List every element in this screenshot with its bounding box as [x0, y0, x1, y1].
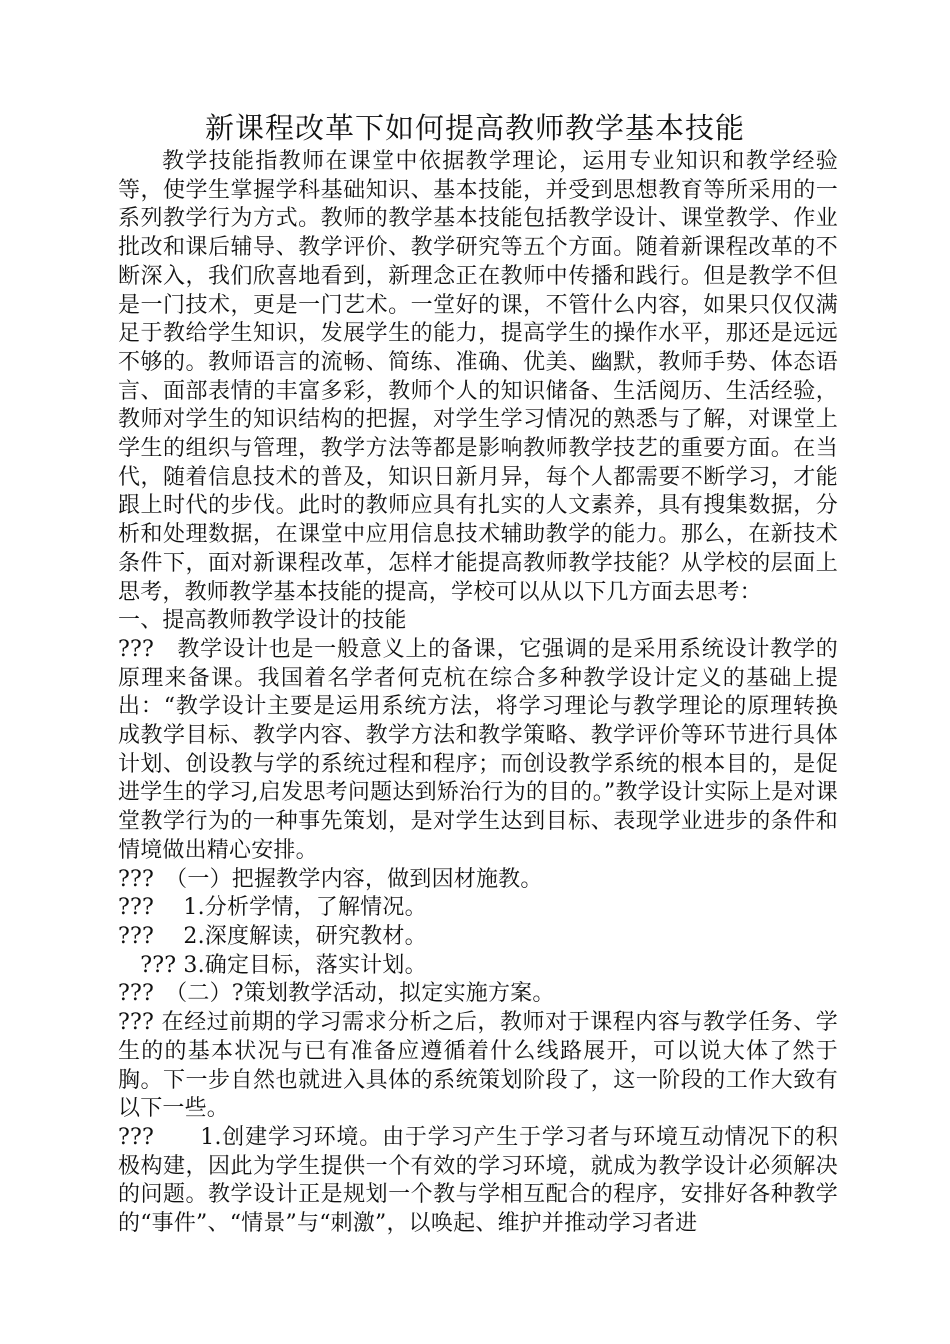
intro-paragraph: 教学技能指教师在课堂中依据教学理论，运用专业知识和教学经验等，使学生掌握学科基础知识、基本技能，并受到思想教育等所采用的一系列教学行为方式。教师的教学基本技能包括教学设计、课堂教学、作业批改和课后辅导、教学评价、教学研究等五个方面。随着新课程改革的不断深入，我们欣喜地看到，新理念正在教师中传播和践行。但是教学不但是一门技术，更是一门艺术。一堂好的课，不管什么内容，如果只仅仅满足于教给学生知识，发展学生的能力，提高学生的操作水平，那还是远远不够的。教师语言的流畅、简练、准确、优美、幽默，教师手势、体态语言、面部表情的丰富多彩，教师个人的知识储备、生活阅历、生活经验，教师对学生的知识结构的把握，对学生学习情况的熟悉与了解，对课堂上学生的组织与管理，教学方法等都是影响教师教学技艺的重要方面。在当代，随着信息技术的普及，知识日新月异，每个人都需要不断学习，才能跟上时代的步伐。此时的教师应具有扎实的人文素养，具有搜集数据，分析和处理数据，在课堂中应用信息技术辅助教学的能力。那么，在新技术条件下，面对新课程改革，怎样才能提高教师教学技能？从学校的层面上思考，教师教学基本技能的提高，学校可以从以下几方面去思考：	[118, 149, 838, 605]
document-title: 新课程改革下如何提高教师教学基本技能	[204, 111, 745, 145]
subsection-heading: ??? （一）把握教学内容，做到因材施教。	[118, 866, 543, 892]
body-paragraph: ??? 在经过前期的学习需求分析之后，教师对于课程内容与教学任务、学生的的基本状况与已有准备应遵循着什么线路展开，可以说大体了然于胸。下一步自然也就进入具体的系统策划阶段了，这一阶段的工作大致有以下一些。	[118, 1010, 838, 1122]
document-body	[118, 148, 838, 1239]
body-paragraph: ??? 教学设计也是一般意义上的备课，它强调的是采用系统设计教学的原理来备课。我国着名学者何克杭在综合多种教学设计定义的基础上提出：“教学设计主要是运用系统方法，将学习理论与教学理论的原理转换成教学目标、教学内容、教学方法和教学策略、教学评价等环节进行具体计划、创设教与学的系统过程和程序；而创设教学系统的根本目的，是促进学生的学习,启发思考问题达到矫治行为的目的。”教学设计实际上是对课堂教学行为的一种事先策划，是对学生达到目标、表现学业进步的条件和情境做出精心安排。	[118, 636, 838, 863]
section-heading: 一、提高教师教学设计的技能	[118, 608, 407, 634]
subsection-heading: ??? （二）?策划教学活动，拟定实施方案。	[118, 981, 555, 1007]
body-paragraph: ??? 1.创建学习环境。由于学习产生于学习者与环境互动情况下的积极构建，因此为学生提供一个有效的学习环境，就成为教学设计必须解决的问题。教学设计正是规划一个教与学相互配合的程序，安排好各种教学的“事件”、“情景”与“刺激”，以唤起、维护并推动学习者进	[118, 1124, 838, 1237]
list-item: ??? 3.确定目标，落实计划。	[118, 952, 427, 978]
list-item: ??? 2.深度解读，研究教材。	[118, 923, 427, 949]
list-item: ??? 1.分析学情，了解情况。	[118, 895, 427, 921]
